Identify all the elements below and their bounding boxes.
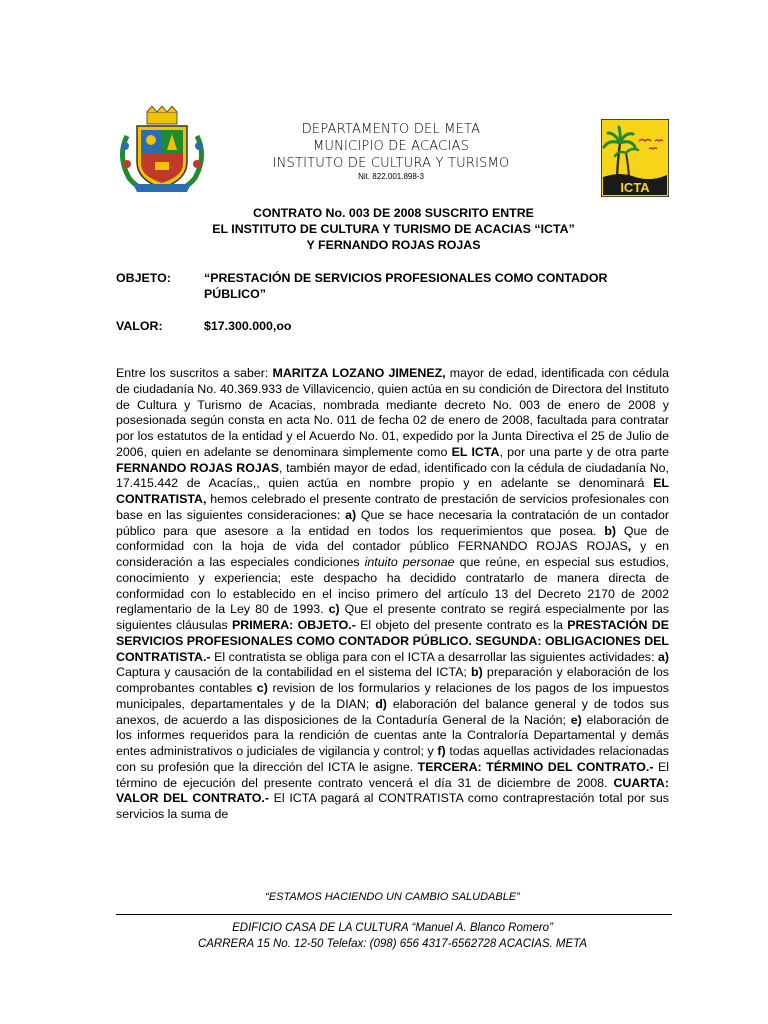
body-text-run: elaboración de los informes requeridos para la rendición de cuentas ante la Contraloría Departamental y demás entes administrativos o judiciales de vigilancia y control; y	[116, 712, 670, 758]
body-italic-run: intuito personae	[364, 555, 455, 569]
title-line-3: Y FERNANDO ROJAS ROJAS	[306, 238, 481, 252]
body-text-run: El término de ejecución del presente contrato vencerá el día 31 de diciembre de 2008.	[116, 759, 669, 790]
body-text-run: y en consideración a las especiales condiciones	[116, 539, 669, 569]
body-bold-run: a)	[657, 649, 669, 664]
body-text-run: Que de conformidad con la hoja de vida del contador público FERNANDO ROJAS ROJAS	[116, 523, 669, 554]
body-bold-run: TERCERA: TÉRMINO DEL CONTRATO.-	[417, 759, 654, 774]
body-bold-run: FERNANDO ROJAS ROJAS	[116, 460, 279, 475]
contract-body-paragraph	[116, 366, 669, 823]
body-text-run: todas aquellas actividades relacionadas con su profesión que la dirección del ICTA le asigne.	[116, 744, 669, 774]
contract-title	[120, 205, 667, 253]
objeto-value: “PRESTACIÓN DE SERVICIOS PROFESIONALES COMO CONTADOR PÚBLICO”	[204, 271, 608, 301]
title-line-1: CONTRATO No. 003 DE 2008 SUSCRITO ENTRE	[253, 206, 534, 220]
body-bold-run: e)	[570, 712, 582, 727]
title-line-2: EL INSTITUTO DE CULTURA Y TURISMO DE ACACIAS “ICTA”	[212, 222, 575, 236]
body-text-run: Que se hace necesaria la contratación de un contador público para que asesore a la entidad en todos los requerimientos que posea.	[116, 507, 669, 538]
body-text-run: mayor de edad, identificada con cédula de ciudadanía No. 40.369.933 de Villavicencio, quien actúa en su condición de Directora del Instituto de Cultura y Turismo de Acacias, nombrada mediante decreto No. 003 de enero de 2008 y posesionada según consta en acta No. 011 de fecha 02 de enero de 2008, facultada para contratar por los estatutos de la entidad y el Acuerdo No. 01, expedido por la Junta Directiva el 25 de Julio de 2006, quien en adelante se denominara simplemente como	[116, 366, 669, 459]
body-bold-run: CUARTA: VALOR DEL CONTRATO.-	[116, 775, 669, 806]
body-bold-run: c)	[256, 681, 268, 695]
motto: “ESTAMOS HACIENDO UN CAMBIO SALUDABLE”	[265, 891, 520, 903]
body-bold-run: f)	[437, 744, 446, 758]
body-bold-run: a)	[345, 507, 357, 522]
letterhead	[200, 121, 582, 182]
body-text-run: El ICTA pagará al CONTRATISTA como contraprestación total por sus servicios la suma de	[116, 791, 669, 821]
body-bold-run: ,	[627, 539, 632, 554]
nit-number: Nit. 822.001.898-3	[358, 172, 424, 181]
body-text-run: hemos celebrado el presente contrato de prestación de servicios profesionales con base en las siguientes consideraciones:	[116, 492, 669, 522]
municipality-name: MUNICIPIO DE ACACIAS	[312, 139, 470, 154]
body-bold-run: EL CONTRATISTA,	[116, 476, 669, 506]
body-text-run: , también mayor de edad, identificado con la cédula de ciudadanía No, 17.415.442 de Acacías,, quien actúa en nombre propio y en adelante se denominará	[116, 460, 669, 491]
footer-address-line-2: CARRERA 15 No. 12-50 Telefax: (098) 656 4317-6562728 ACACIAS. META	[197, 938, 588, 950]
objeto-label: OBJETO:	[116, 271, 171, 285]
institute-name: INSTITUTO DE CULTURA Y TURISMO	[272, 156, 510, 171]
body-bold-run: PRIMERA: OBJETO.-	[232, 618, 356, 632]
footer-address	[116, 920, 669, 952]
body-bold-run: PRESTACIÓN DE SERVICIOS PROFESIONALES COMO CONTADOR PÚBLICO. SEGUNDA: OBLIGACIONES DEL CONTRATISTA.-	[116, 618, 669, 664]
coat-of-arms-icon	[115, 106, 209, 194]
body-bold-run: EL ICTA	[451, 444, 500, 459]
body-text-run: preparación y elaboración de los comprobantes contables	[116, 665, 669, 695]
body-text-run: Entre los suscritos a saber:	[116, 366, 273, 380]
body-bold-run: b)	[604, 523, 617, 538]
body-text-run: Captura y causación de la contabilidad en el sistema del ICTA;	[116, 665, 472, 680]
body-bold-run: b)	[471, 665, 483, 680]
body-bold-run: d)	[375, 696, 387, 711]
valor-value: $17.300.000,oo	[204, 319, 292, 333]
body-text-run: Que el presente contrato se regirá especialmente por las siguientes cláusulas	[116, 602, 669, 632]
body-bold-run: c)	[328, 602, 340, 617]
footer-address-line-1: EDIFICIO CASA DE LA CULTURA “Manuel A. Blanco Romero”	[232, 922, 553, 934]
icta-logo-icon	[601, 119, 669, 197]
body-text-run: El objeto del presente contrato es la	[355, 618, 568, 632]
body-bold-run: MARITZA LOZANO JIMENEZ,	[272, 366, 446, 380]
valor-label: VALOR:	[116, 319, 163, 333]
body-text-run: elaboración del balance general y de todos sus anexos, de acuerdo a las disposiciones de la Contaduría General de la Nación;	[116, 696, 669, 727]
body-text-run: El contratista se obliga para con el ICTA a desarrollar las siguientes actividades:	[210, 649, 658, 664]
icta-logo-text: ICTA	[620, 180, 650, 195]
body-text-run: , por una parte y de otra parte	[499, 444, 669, 459]
body-text-run: revision de los formularios y relaciones de los pagos de los impuestos municipales, departamentales y de la DIAN;	[116, 681, 669, 711]
body-text-run: que reúne, en especial sus estudios, conocimiento y experiencia; este despacho ha decidido contratarlo de manera directa de conformidad con lo establecido en el inciso primero del artículo 13 del Decreto 2170 de 2002 reglamentario de la Ley 80 de 1993.	[116, 555, 669, 617]
department-name: DEPARTAMENTO DEL META	[301, 122, 481, 137]
footer-divider	[116, 914, 672, 915]
